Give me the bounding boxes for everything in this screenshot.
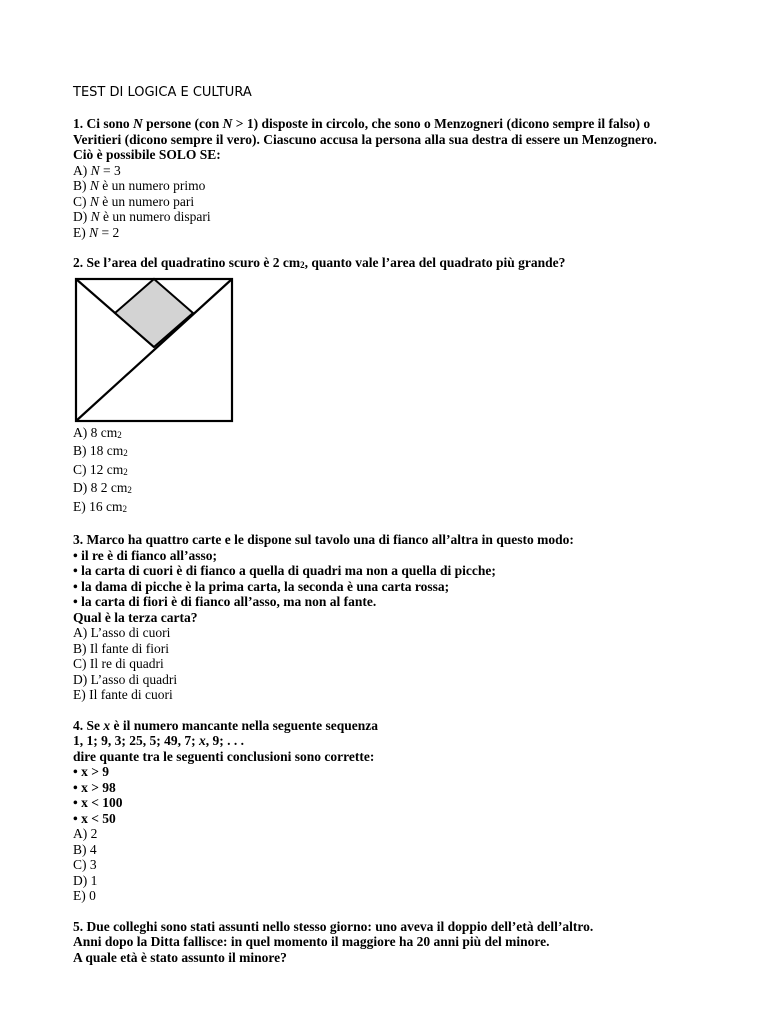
question-3-option-c: C) Il re di quadri xyxy=(73,656,164,671)
question-1-option-c: C) N è un numero pari xyxy=(73,193,195,209)
dark-small-square xyxy=(115,279,193,347)
question-2-option-e: E) 16 $cm_2$ xyxy=(73,498,127,514)
question-3-line: • la carta di fiori è di fianco all’asso, ma non al fante. xyxy=(73,594,377,609)
question-3-option-e: E) Il fante di cuori xyxy=(73,687,173,702)
question-2 xyxy=(73,255,713,517)
question-2-option-d: D) 8 2 $cm_2$ xyxy=(73,480,132,495)
question-3-option-a: A) L’asso di cuori xyxy=(73,625,171,640)
question-3-line: • la carta di cuori è di fianco a quella di quadri ma non a quella di picche; xyxy=(73,563,496,578)
question-5 xyxy=(73,919,713,966)
question-1-option-b: B) N è un numero primo xyxy=(73,178,206,193)
question-3-line: Qual è la terza carta? xyxy=(73,609,198,625)
question-3-line: • il re è di fianco all’asso; xyxy=(73,547,217,563)
question-3-option-d: D) L’asso di quadri xyxy=(73,671,178,687)
page-title: TEST DI LOGICA E CULTURA xyxy=(73,85,252,100)
question-2-option-c: C) 12 $cm_2$ xyxy=(73,461,128,477)
question-1-line-1: 1. Ci sono N persone (con N > 1) disposte in circolo, che sono o Menzogneri (dicono sempre il falso) o xyxy=(73,116,651,131)
question-4-sequence: 1, 1; 9, 3; 25, 5; 49, 7; x, 9; . . . xyxy=(73,733,244,748)
question-4-option-d: D) 1 xyxy=(73,872,98,888)
question-4-bullet: • x < 100 xyxy=(73,795,123,810)
question-3-line: 3. Marco ha quattro carte e le dispone sul tavolo una di fianco all’altra in questo modo: xyxy=(73,532,574,547)
question-4 xyxy=(73,718,713,904)
question-4-bullet: • x > 98 xyxy=(73,779,116,795)
question-4-bullet: • x > 9 xyxy=(73,764,110,779)
question-1 xyxy=(73,116,713,240)
question-1-option-e: E) N = 2 xyxy=(73,224,120,240)
question-1-line-3: Ciò è possibile SOLO SE: xyxy=(73,147,221,162)
square-figure xyxy=(74,277,234,423)
question-2-option-b: B) 18 $cm_2$ xyxy=(73,443,128,458)
question-3 xyxy=(73,532,713,703)
question-4-option-e: E) 0 xyxy=(73,888,96,903)
question-5-line: A quale età è stato assunto il minore? xyxy=(73,949,287,965)
question-4-option-a: A) 2 xyxy=(73,826,98,841)
question-1-line-2: Veritieri (dicono sempre il vero). Ciascuno accusa la persona alla sua destra di essere un Menzognero. xyxy=(73,131,657,147)
question-5-line: 5. Due colleghi sono stati assunti nello stesso giorno: uno aveva il doppio dell’età dell’altro. xyxy=(73,918,594,934)
question-4-option-b: B) 4 xyxy=(73,841,97,857)
document-page xyxy=(73,84,713,965)
question-4-line-1: 4. Se x è il numero mancante nella seguente sequenza xyxy=(73,717,378,733)
question-3-option-b: B) Il fante di fiori xyxy=(73,640,169,656)
question-4-bullet: • x < 50 xyxy=(73,810,116,826)
question-1-option-d: D) N è un numero dispari xyxy=(73,209,211,224)
question-3-line: • la dama di picche è la prima carta, la seconda è una carta rossa; xyxy=(73,578,450,594)
question-5-line: Anni dopo la Ditta fallisce: in quel momento il maggiore ha 20 anni più del minore. xyxy=(73,934,550,949)
question-1-option-a: A) N = 3 xyxy=(73,162,121,178)
question-2-line-1: 2. Se l’area del quadratino scuro è 2 $cm_2$, quanto vale l’area del quadrato più grande? xyxy=(73,255,566,270)
question-2-option-a: A) 8 $cm_2$ xyxy=(73,424,122,440)
question-4-option-c: C) 3 xyxy=(73,857,97,872)
question-4-line-3: dire quante tra le seguenti conclusioni sono corrette: xyxy=(73,748,375,764)
